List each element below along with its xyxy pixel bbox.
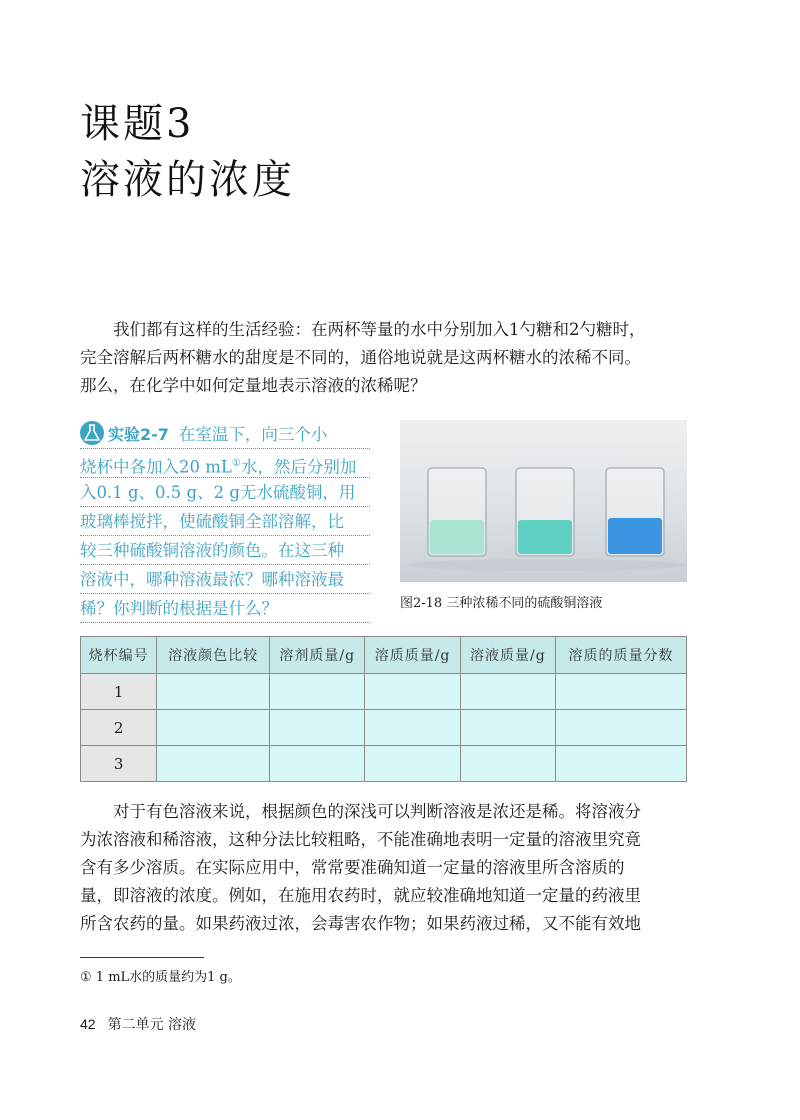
intro-line: 那么，在化学中如何定量地表示溶液的浓稀呢？ xyxy=(80,376,427,395)
table-cell xyxy=(270,710,365,746)
experiment-label: 实验2-7 xyxy=(108,425,169,444)
table-cell xyxy=(556,746,687,782)
solution-1 xyxy=(430,520,484,554)
experiment-text: 烧杯中各加入20 mL xyxy=(80,457,232,477)
beaker-1 xyxy=(428,468,486,556)
footnote: ① 1 mL水的质量约为1 g。 xyxy=(80,970,241,985)
table-row xyxy=(81,710,687,746)
table-cell xyxy=(365,674,460,710)
body-line: 所含农药的量。如果药液过浓，会毒害农作物；如果药液过稀，又不能有效地 xyxy=(80,914,641,933)
beaker-3 xyxy=(606,468,664,556)
table-header: 溶质的质量分数 xyxy=(556,637,687,674)
experiment-line xyxy=(80,449,370,478)
experiment-line: 较三种硫酸铜溶液的颜色。在这三种 xyxy=(80,536,370,565)
table-header-row xyxy=(81,637,687,674)
table-cell xyxy=(460,710,555,746)
table-cell xyxy=(365,746,460,782)
beaker-2 xyxy=(516,468,574,556)
table-cell xyxy=(270,746,365,782)
experiment-table xyxy=(80,636,687,782)
solution-2 xyxy=(518,520,572,554)
body-line: 对于有色溶液来说，根据颜色的深浅可以判断溶液是浓还是稀。将溶液分 xyxy=(113,802,641,821)
experiment-line: 入0.1 g、0.5 g、2 g无水硫酸铜，用 xyxy=(80,478,370,507)
body-line: 量，即溶液的浓度。例如，在施用农药时，就应较准确地知道一定量的药液里 xyxy=(80,886,641,905)
figure-caption: 图2-18 三种浓稀不同的硫酸铜溶液 xyxy=(400,596,603,611)
beaker-number: 2 xyxy=(81,710,157,746)
table-header: 溶质质量/g xyxy=(365,637,460,674)
table-cell xyxy=(157,674,270,710)
lesson-title: 溶液的浓度 xyxy=(80,157,295,203)
intro-line: 我们都有这样的生活经验：在两杯等量的水中分别加入1勺糖和2勺糖时， xyxy=(113,320,646,339)
solution-3 xyxy=(608,518,662,554)
page-footer xyxy=(80,1014,196,1034)
intro-paragraph xyxy=(80,316,700,400)
experiment-line: 稀？你判断的根据是什么？ xyxy=(80,594,370,623)
table-cell xyxy=(157,710,270,746)
table-header: 溶剂质量/g xyxy=(270,637,365,674)
body-line: 为浓溶液和稀溶液，这种分法比较粗略，不能准确地表明一定量的溶液里究竟 xyxy=(80,830,641,849)
page-number: 42 xyxy=(80,1016,96,1032)
experiment-box xyxy=(80,420,370,623)
flask-icon xyxy=(80,421,104,445)
beaker-number: 3 xyxy=(81,746,157,782)
table-header: 溶液颜色比较 xyxy=(157,637,270,674)
experiment-line: 玻璃棒搅拌，使硫酸铜全部溶解，比 xyxy=(80,507,370,536)
table-cell xyxy=(556,710,687,746)
footnote-marker: ① xyxy=(231,458,241,469)
table-row xyxy=(81,674,687,710)
experiment-text: 在室温下，向三个小 xyxy=(178,425,328,444)
intro-line: 完全溶解后两杯糖水的甜度是不同的，通俗地说就是这两杯糖水的浓稀不同。 xyxy=(80,348,641,367)
table-cell xyxy=(365,710,460,746)
experiment-line xyxy=(80,420,370,449)
table-cell xyxy=(270,674,365,710)
experiment-text: 水，然后分别加 xyxy=(240,457,357,477)
body-line: 含有多少溶质。在实际应用中，常常要准确知道一定量的溶液里所含溶质的 xyxy=(80,858,625,877)
table-header: 烧杯编号 xyxy=(81,637,157,674)
beakers-photo xyxy=(400,420,687,582)
table-row xyxy=(81,746,687,782)
table-cell xyxy=(556,674,687,710)
table-cell xyxy=(157,746,270,782)
table-cell xyxy=(460,674,555,710)
experiment-line: 溶液中，哪种溶液最浓？哪种溶液最 xyxy=(80,565,370,594)
body-paragraph xyxy=(80,798,687,938)
unit-label: 第二单元 溶液 xyxy=(107,1017,197,1033)
table-cell xyxy=(460,746,555,782)
footnote-divider xyxy=(80,957,204,958)
beaker-number: 1 xyxy=(81,674,157,710)
lesson-number: 课题3 xyxy=(80,101,195,147)
table-header: 溶液质量/g xyxy=(460,637,555,674)
